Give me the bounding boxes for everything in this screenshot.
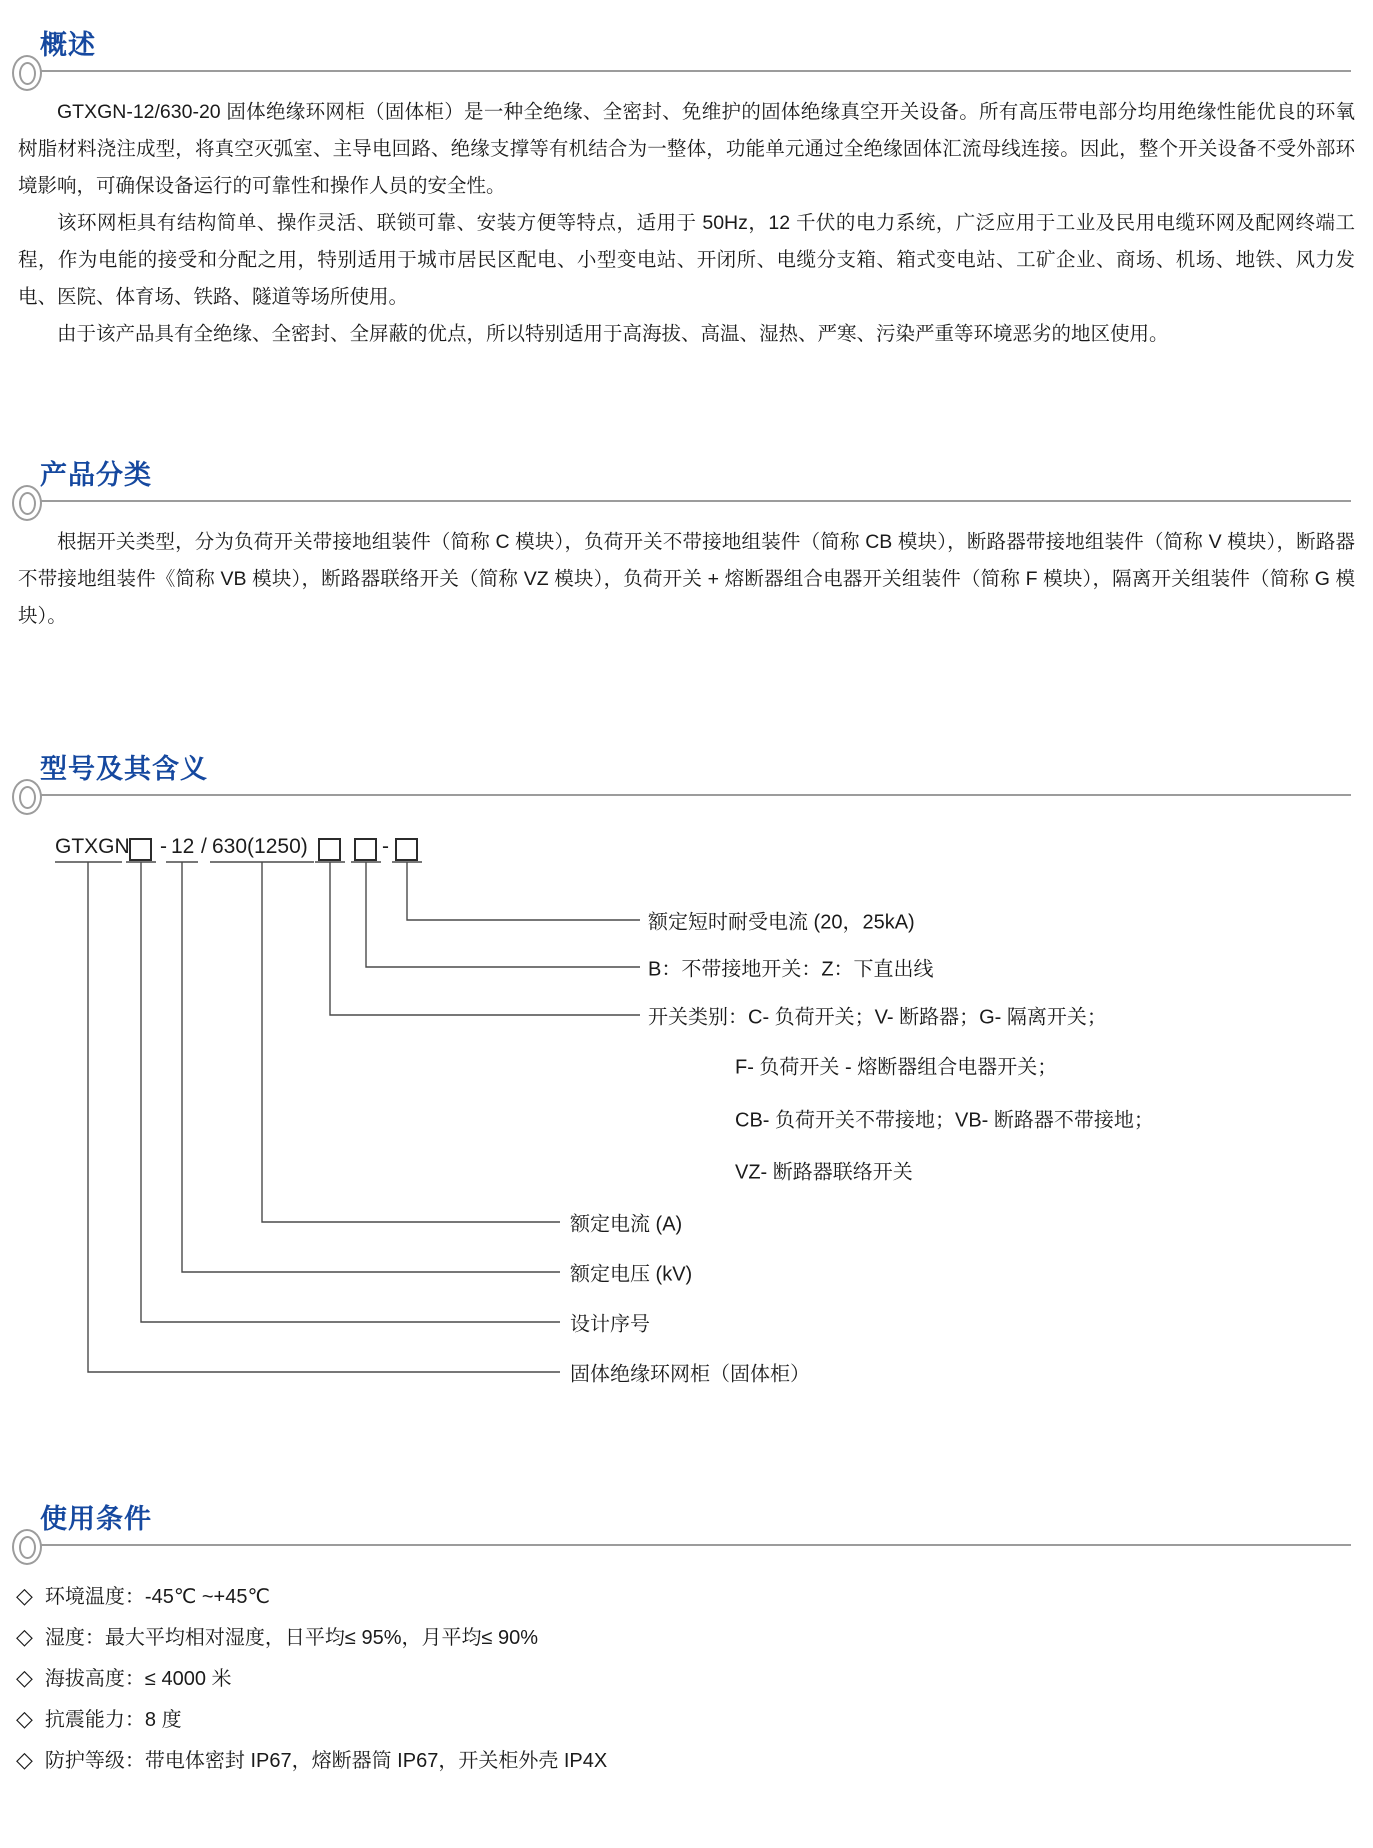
section-divider [30, 70, 1351, 72]
diagram-label-b-z-meaning: B：不带接地开关：Z：下直出线 [648, 958, 934, 981]
list-item [16, 1658, 1373, 1699]
diagram-label-rated-current: 额定电流 (A) [570, 1213, 683, 1236]
diagram-label-rated-short-time-current: 额定短时耐受电流 (20，25kA) [648, 911, 915, 934]
condition-text: 环境温度：-45℃ ~+45℃ [44, 1586, 270, 1608]
diagram-label-product-name: 固体绝缘环网柜（固体柜） [570, 1363, 810, 1386]
section-classification [0, 458, 1373, 635]
diagram-label-switch-category-line2: F- 负荷开关 - 熔断器组合电器开关； [735, 1056, 1058, 1079]
condition-text: 防护等级：带电体密封 IP67，熔断器筒 IP67，开关柜外壳 IP4X [44, 1750, 608, 1772]
model-token-box-design [129, 838, 152, 861]
double-ring-icon [12, 1529, 42, 1565]
paragraph: 根据开关类型，分为负荷开关带接地组装件（简称 C 模块），负荷开关不带接地组装件（简称 CB 模块），断路器带接地组装件（简称 V 模块），断路器不带接地组装件《简称 VB 模块），断路器联络开关（简称 VZ 模块），负荷开关 + 熔断器组合电器开关组装件（简称 F 模块），隔离开关组装件（简称 G 模块）。 [18, 531, 1355, 627]
section-rule-row [0, 62, 1373, 84]
list-item [16, 1576, 1373, 1617]
section-rule-row [0, 786, 1373, 808]
diagram-label-switch-category: 开关类别：C- 负荷开关；V- 断路器；G- 隔离开关； [648, 1006, 1107, 1029]
diagram-label-switch-category-line3: CB- 负荷开关不带接地；VB- 断路器不带接地； [735, 1109, 1154, 1132]
model-token-dash2: - [382, 835, 389, 858]
paragraph: 该环网柜具有结构简单、操作灵活、联锁可靠、安装方便等特点，适用于 50Hz，12 千伏的电力系统，广泛应用于工业及民用电缆环网及配网终端工程，作为电能的接受和分配之用，特别适用于城市居民区配电、小型变电站、开闭所、电缆分支箱、箱式变电站、工矿企业、商场、机场、地铁、风力发电、医院、体育场、铁路、隧道等场所使用。 [18, 212, 1355, 308]
section-conditions [0, 1502, 1373, 1781]
section-divider [30, 1544, 1351, 1546]
diagram-label-design-serial: 设计序号 [570, 1313, 650, 1336]
diamond-bullet-icon: ◇ [16, 1665, 33, 1690]
overview-body [18, 94, 1355, 353]
section-title-model: 型号及其含义 [40, 754, 208, 784]
list-item [16, 1699, 1373, 1740]
model-token-box-category [318, 838, 341, 861]
list-item [16, 1617, 1373, 1658]
paragraph: 由于该产品具有全绝缘、全密封、全屏蔽的优点，所以特别适用于高海拔、高温、湿热、严寒、污染严重等环境恶劣的地区使用。 [57, 323, 1169, 345]
section-title-classification: 产品分类 [40, 460, 152, 490]
diagram-label-rated-voltage: 额定电压 (kV) [570, 1263, 693, 1286]
diagram-label-switch-category-line4: VZ- 断路器联络开关 [735, 1161, 913, 1184]
double-ring-icon [12, 55, 42, 91]
model-code-diagram [0, 832, 1373, 1407]
model-token-current: 630(1250) [212, 835, 308, 858]
conditions-list [16, 1576, 1373, 1781]
diamond-bullet-icon: ◇ [16, 1583, 33, 1608]
condition-text: 抗震能力：8 度 [44, 1709, 182, 1731]
double-ring-icon [12, 485, 42, 521]
model-token-dash: - [160, 835, 167, 858]
model-token-slash: / [201, 835, 207, 858]
model-token-box-earthing [354, 838, 377, 861]
diamond-bullet-icon: ◇ [16, 1706, 33, 1731]
model-token-voltage: 12 [171, 835, 195, 858]
section-divider [30, 794, 1351, 796]
section-rule-row [0, 492, 1373, 514]
section-divider [30, 500, 1351, 502]
section-overview [0, 28, 1373, 353]
condition-text: 湿度：最大平均相对湿度，日平均≤ 95%，月平均≤ 90% [44, 1627, 539, 1649]
paragraph: GTXGN-12/630-20 固体绝缘环网柜（固体柜）是一种全绝缘、全密封、免维护的固体绝缘真空开关设备。所有高压带电部分均用绝缘性能优良的环氧树脂材料浇注成型，将真空灭弧室、主导电回路、绝缘支撑等有机结合为一整体，功能单元通过全绝缘固体汇流母线连接。因此，整个开关设备不受外部环境影响，可确保设备运行的可靠性和操作人员的安全性。 [18, 101, 1355, 197]
condition-text: 海拔高度：≤ 4000 米 [44, 1668, 232, 1690]
double-ring-icon [12, 779, 42, 815]
list-item [16, 1740, 1373, 1781]
classification-body [18, 524, 1355, 635]
section-model-meaning [0, 752, 1373, 1407]
diamond-bullet-icon: ◇ [16, 1624, 33, 1649]
section-rule-row [0, 1536, 1373, 1558]
model-token-box-shorttime [395, 838, 418, 861]
model-token-series: GTXGN [55, 835, 130, 858]
section-title-conditions: 使用条件 [40, 1504, 152, 1534]
section-title-overview: 概述 [40, 30, 96, 60]
diamond-bullet-icon: ◇ [16, 1747, 33, 1772]
